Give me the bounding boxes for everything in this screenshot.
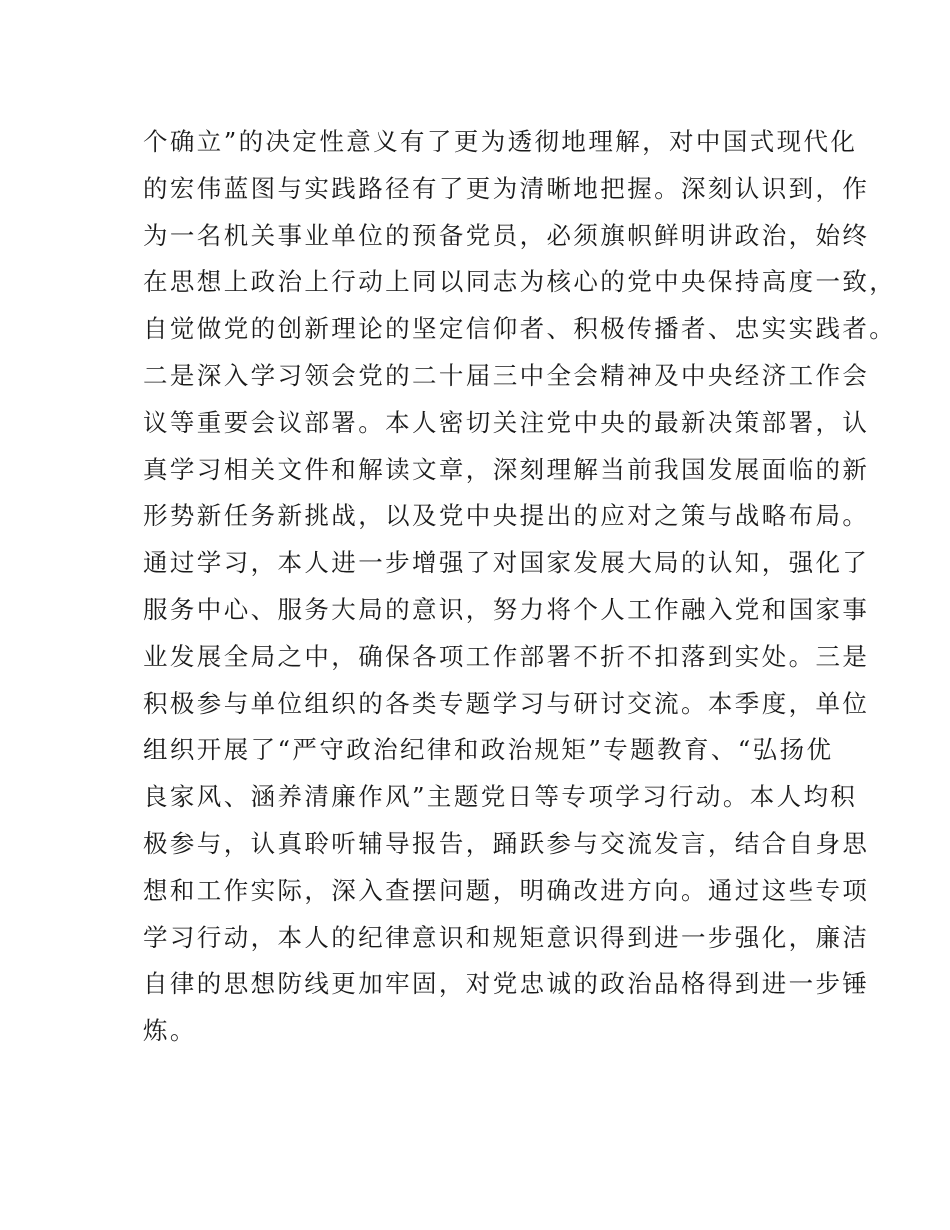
text-line: 二是深入学习领会党的二十届三中全会精神及中央经济工作会 [143, 360, 870, 390]
text-line: 个确立”的决定性意义有了更为透彻地理解，对中国式现代化 [143, 127, 858, 156]
text-line: 自觉做党的创新理论的坚定信仰者、积极传播者、忠实实践者。 [143, 314, 897, 344]
text-line: 组织开展了“严守政治纪律和政治规矩”专题教育、“弘扬优 [143, 735, 834, 765]
text-line: 学习行动，本人的纪律意识和规矩意识得到进一步强化，廉洁 [143, 922, 870, 952]
text-line: 良家风、涵养清廉作风”主题党日等专项学习行动。本人均积 [143, 782, 858, 812]
text-line: 形势新任务新挑战，以及党中央提出的应对之策与战略布局。 [143, 501, 870, 531]
text-line: 为一名机关事业单位的预备党员，必须旗帜鲜明讲政治，始终 [143, 220, 870, 250]
text-line: 服务中心、服务大局的意识，努力将个人工作融入党和国家事 [143, 594, 870, 624]
text-line: 积极参与单位组织的各类专题学习与研讨交流。本季度，单位 [143, 688, 870, 718]
text-line: 想和工作实际，深入查摆问题，明确改进方向。通过这些专项 [143, 875, 870, 905]
text-line: 真学习相关文件和解读文章，深刻理解当前我国发展面临的新 [143, 454, 870, 484]
text-line: 自律的思想防线更加牢固，对党忠诚的政治品格得到进一步锤 [143, 969, 870, 999]
body-paragraph [143, 119, 897, 1055]
text-line: 业发展全局之中，确保各项工作部署不折不扣落到实处。三是 [143, 641, 870, 671]
text-line: 通过学习，本人进一步增强了对国家发展大局的认知，强化了 [143, 548, 870, 578]
text-line: 的宏伟蓝图与实践路径有了更为清晰地把握。深刻认识到，作 [143, 173, 870, 203]
text-line: 在思想上政治上行动上同以同志为核心的党中央保持高度一致， [143, 267, 897, 297]
text-line: 炼。 [143, 1016, 197, 1046]
text-line: 议等重要会议部署。本人密切关注党中央的最新决策部署，认 [143, 407, 870, 437]
text-line: 极参与，认真聆听辅导报告，踊跃参与交流发言，结合自身思 [143, 828, 870, 858]
